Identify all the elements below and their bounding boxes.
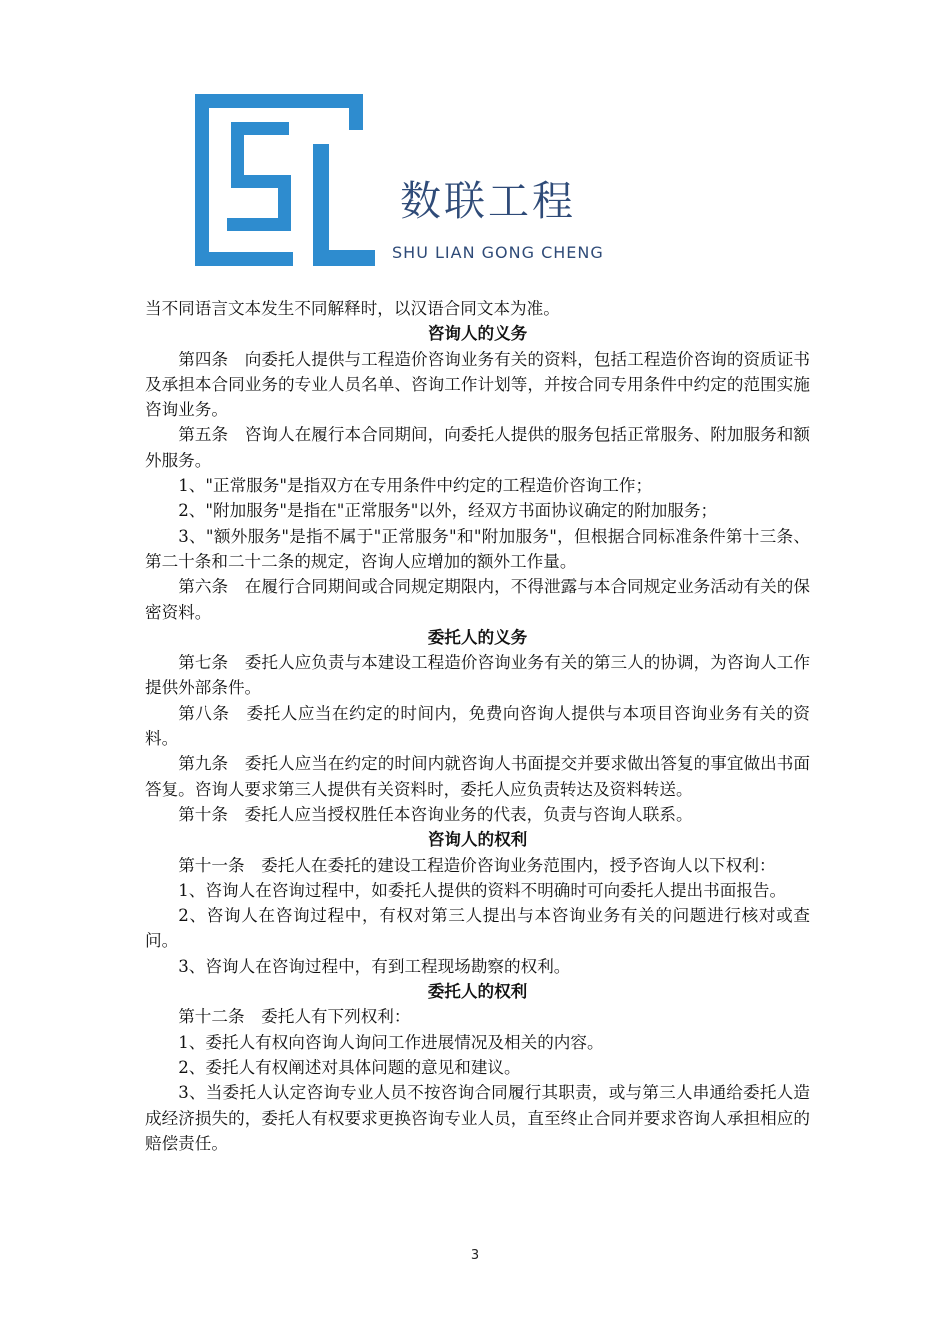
document-body [145,296,810,1156]
paragraph: 第四条 向委托人提供与工程造价咨询业务有关的资料，包括工程造价咨询的资质证书及承担本合同业务的专业人员名单、咨询工作计划等，并按合同专用条件中约定的范围实施咨询业务。 [145,349,810,420]
paragraph: 1、咨询人在咨询过程中，如委托人提供的资料不明确时可向委托人提出书面报告。 [178,880,787,900]
paragraph: 第九条 委托人应当在约定的时间内就咨询人书面提交并要求做出答复的事宜做出书面答复。咨询人要求第三人提供有关资料时，委托人应负责转达及资料转送。 [145,754,810,799]
paragraph: 1、"正常服务"是指双方在专用条件中约定的工程造价咨询工作； [178,476,653,496]
paragraph: 2、委托人有权阐述对具体问题的意见和建议。 [178,1057,521,1077]
paragraph: 第五条 咨询人在履行本合同期间，向委托人提供的服务包括正常服务、附加服务和额外服务。 [145,425,810,470]
paragraph: 3、咨询人在咨询过程中，有到工程现场勘察的权利。 [178,956,571,976]
logo-chinese-name: 数联工程 [400,177,576,225]
paragraph: 2、咨询人在咨询过程中，有权对第三人提出与本咨询业务有关的问题进行核对或查问。 [145,906,810,951]
paragraph: 第六条 在履行合同期间或合同规定期限内，不得泄露与本合同规定业务活动有关的保密资料。 [145,577,810,622]
section-heading: 咨询人的权利 [427,829,528,850]
section-heading: 咨询人的义务 [427,323,528,344]
paragraph: 2、"附加服务"是指在"正常服务"以外，经双方书面协议确定的附加服务； [178,501,718,521]
sl-logo-mark [195,92,377,266]
section-heading: 委托人的义务 [427,626,528,647]
paragraph: 1、委托人有权向咨询人询问工作进展情况及相关的内容。 [178,1032,604,1052]
paragraph: 第十一条 委托人在委托的建设工程造价咨询业务范围内，授予咨询人以下权利： [178,855,776,875]
logo-english-name: SHU LIAN GONG CHENG [392,243,604,262]
paragraph: 3、"额外服务"是指不属于"正常服务"和"附加服务"，但根据合同标准条件第十三条、第二十条和二十二条的规定，咨询人应增加的额外工作量。 [145,526,810,571]
paragraph: 第十二条 委托人有下列权利： [178,1007,411,1027]
paragraph: 第八条 委托人应当在约定的时间内，免费向咨询人提供与本项目咨询业务有关的资料。 [145,703,810,749]
paragraph: 第七条 委托人应负责与本建设工程造价咨询业务有关的第三人的协调，为咨询人工作提供外部条件。 [145,653,810,698]
paragraph: 3、当委托人认定咨询专业人员不按咨询合同履行其职责，或与第三人串通给委托人造成经济损失的，委托人有权要求更换咨询专业人员，直至终止合同并要求咨询人承担相应的赔偿责任。 [145,1083,810,1153]
section-heading: 委托人的权利 [427,981,528,1002]
paragraph: 当不同语言文本发生不同解释时，以汉语合同文本为准。 [145,299,560,318]
paragraph: 第十条 委托人应当授权胜任本咨询业务的代表，负责与咨询人联系。 [178,804,693,824]
company-logo [195,92,635,272]
page-number: 3 [470,1248,480,1263]
